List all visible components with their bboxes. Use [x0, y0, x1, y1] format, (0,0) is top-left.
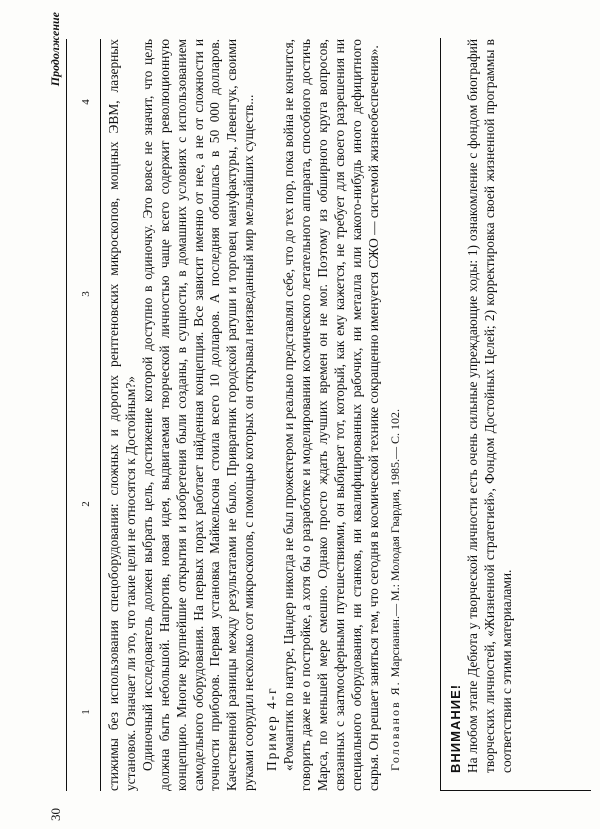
source-citation — [387, 39, 404, 791]
col-header-1: 1 — [80, 709, 92, 715]
notice-text: На любом этапе Дебюта у творческой личности есть очень сильные упреждающие ходы: 1) ознакомление с фондом биографий творческих личностей, «Жизненной стратегией», Фондом Достойных Целей; 2) корректировка своей жизненной программы в соответствии с этими материалами. — [465, 39, 514, 773]
table-top-rule — [66, 39, 67, 791]
table-header-rule — [100, 39, 101, 791]
col-header-4: 4 — [80, 99, 92, 105]
notice-heading: ВНИМАНИЕ! — [448, 683, 463, 773]
col-header-3: 3 — [80, 291, 92, 297]
body-text — [106, 39, 403, 791]
paragraph-1: стижимы без использования спецоборудования: сложных и дорогих рентгеновских микроскопов, мощных ЭВМ, лазерных установок. Означает ли это, что такие цели не относятся к Достойным?» — [106, 39, 138, 791]
notice-box — [447, 39, 515, 773]
paragraph-3: «Романтик по натуре, Цандер никогда не был прожектером и реально представлял себе, что до тех пор, пока война не кончится, говорить даже не о постройке, а хотя бы о разработке и моделировании космического летательного аппарата, способного достичь Марса, по меньшей мере смешно. Однако просто ждать лучших времен он не мог. Поэтому из обширного круга вопросов, связанных с заатмосферными путешествиями, он выбирает тот, который, как ему кажется, не требует для своего разрешения ни специального оборудования, ни станков, ни квалифицированных рабочих, ни металла или какого-нибудь иного дефицитного сырья. Он решает заняться тем, что сегодня в космической технике сокращенно именуется СЖО — системой жизнеобеспечения». — [281, 39, 381, 791]
example-title: Пример 4-г — [264, 686, 280, 771]
source-author: Голованов Я. — [387, 680, 402, 771]
source-details: Марсианин.— М.: Молодая Гвардия, 1985.— С. 102. — [387, 409, 402, 678]
continued-label: Продолжение — [48, 12, 62, 87]
col-header-2: 2 — [80, 501, 92, 507]
paragraph-2: Одиночный исследователь должен выбрать цель, достижение которой доступно в одиночку. Это вовсе не значит, что цель должна быть небольшой. Напротив, новая идея, выдвигаемая творческой личностью чаще всего содержит революционную концепцию. Многие крупнейшие открытия и изобретения были созданы, в сущности, в домашних условиях с использованием самодельного оборудования. На первых порах работает найденная концепция. Все зависит именно от нее, а не от сложности и точности приборов. Первая установка Майкельсона стоила всего 10 долларов. А последняя обошлась в 50 000 долларов. Качественной разницы между результатами не было. Привратник городской ратуши и торговец мануфактуры, Левенгук, своими руками соорудил несколько сот микроскопов, с помощью которых он открывал неизведанный мир мельчайших существ... — [139, 39, 257, 791]
page-number: 30 — [48, 808, 63, 821]
